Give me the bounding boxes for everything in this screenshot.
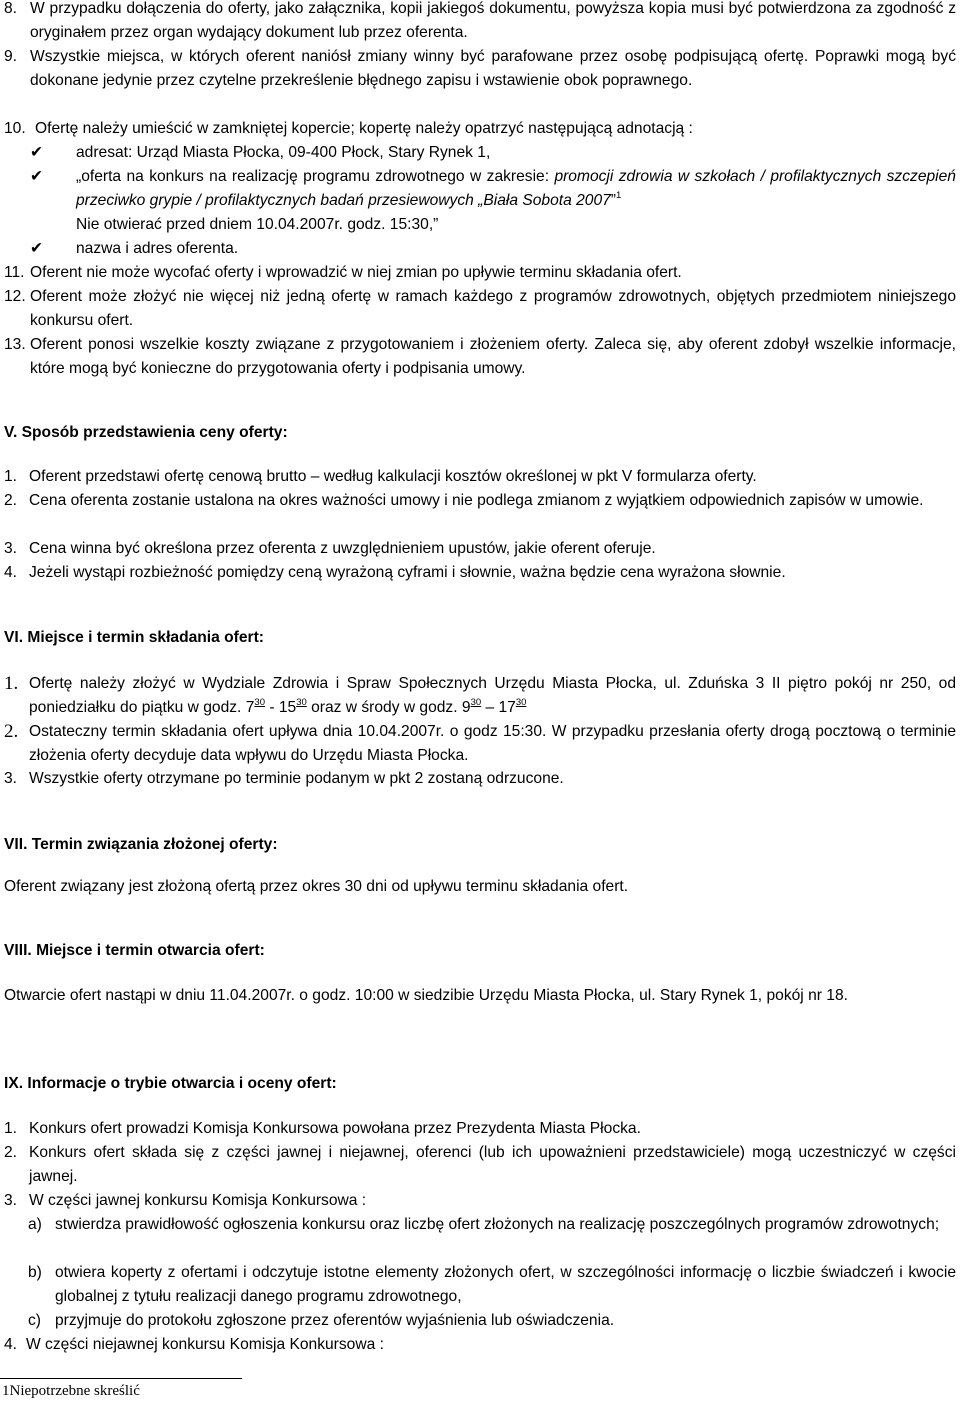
section-text: Otwarcie ofert nastąpi w dniu 11.04.2007r. o godz. 10:00 w siedzibie Urzędu Miasta Płocka, ul. Stary Rynek 1, pokój nr 18. bbox=[4, 987, 848, 1004]
item-number: 3. bbox=[4, 770, 18, 787]
time-minutes: 30 bbox=[296, 697, 307, 708]
item-number: 4. bbox=[4, 564, 18, 581]
list-item bbox=[4, 261, 956, 285]
item-text: Wszystkie oferty otrzymane po terminie podanym w pkt 2 zostaną odrzucone. bbox=[29, 770, 564, 787]
item-number: 2. bbox=[4, 1144, 18, 1161]
list-item bbox=[4, 465, 956, 489]
envelope-offer bbox=[28, 165, 956, 213]
submission-wednesday-end: – 17 bbox=[481, 699, 516, 716]
list-item bbox=[4, 1333, 956, 1357]
section-heading: V. Sposób przedstawienia ceny oferty: bbox=[4, 424, 288, 441]
list-item bbox=[4, 1189, 956, 1213]
envelope-addressee bbox=[28, 141, 956, 165]
list-item bbox=[4, 1141, 956, 1189]
submission-place-text: Ofertę należy złożyć w Wydziale Zdrowia i Spraw Społecznych Urzędu Miasta Płocka, ul. Zduńska 3 II piętro pokój nr 250, od poniedziałku do piątku w godz. 7 bbox=[29, 675, 956, 716]
item-number: 12. bbox=[4, 288, 26, 305]
item-text: Oferent ponosi wszelkie koszty związane z przygotowaniem i złożeniem oferty. Zaleca się, aby oferent zdobył wszelkie informacje, które mogą być konieczne do przygotowania oferty i podpisania umowy. bbox=[30, 336, 956, 377]
item-number: 1. bbox=[4, 468, 18, 485]
list-subitem bbox=[28, 1309, 956, 1333]
list-item bbox=[4, 537, 956, 561]
footnote-divider bbox=[0, 1378, 242, 1379]
item-text: Jeżeli wystąpi rozbieżność pomiędzy ceną wyrażoną cyframi i słownie, ważna będzie cena wyrażona słownie. bbox=[29, 564, 786, 581]
item-number: 4. bbox=[4, 1336, 18, 1353]
subitem-letter: b) bbox=[28, 1264, 42, 1281]
list-item bbox=[4, 561, 956, 585]
list-item bbox=[4, 0, 956, 45]
list-item bbox=[4, 333, 956, 381]
item-number: 11. bbox=[4, 264, 25, 281]
section-heading: VII. Termin związania złożonej oferty: bbox=[4, 836, 278, 853]
section-heading: IX. Informacje o trybie otwarcia i oceny ofert: bbox=[4, 1075, 337, 1092]
offer-prefix: „oferta na konkurs na realizację programu zdrowotnego w zakresie: bbox=[76, 168, 555, 185]
list-item bbox=[4, 672, 956, 720]
name-address-text: nazwa i adres oferenta. bbox=[76, 240, 239, 257]
item-text: Cena winna być określona przez oferenta z uwzględnieniem upustów, jakie oferent oferuje. bbox=[29, 540, 656, 557]
item-text: Oferent przedstawi ofertę cenową brutto – według kalkulacji kosztów określonej w pkt V formularza oferty. bbox=[29, 468, 757, 485]
check-icon: ✔ bbox=[30, 144, 44, 161]
envelope-name-address bbox=[28, 237, 956, 261]
item-text: Oferent może złożyć nie więcej niż jedną ofertę w ramach każdego z programów zdrowotnych, objętych przedmiotem niniejszego konkursu ofert. bbox=[30, 288, 956, 329]
footnote-ref: 1 bbox=[616, 190, 622, 201]
item-number: 9. bbox=[4, 48, 18, 65]
submission-wednesday-text: oraz w środy w godz. 9 bbox=[306, 699, 471, 716]
list-item bbox=[4, 489, 956, 513]
item-text: W części jawnej konkursu Komisja Konkursowa : bbox=[29, 1192, 367, 1209]
item-text: Konkurs ofert prowadzi Komisja Konkursowa powołana przez Prezydenta Miasta Płocka. bbox=[29, 1120, 641, 1137]
item-number: 13. bbox=[4, 336, 26, 353]
offer-text bbox=[76, 165, 956, 213]
list-item bbox=[4, 285, 956, 333]
item-text bbox=[29, 672, 956, 720]
section-heading: VIII. Miejsce i termin otwarcia ofert: bbox=[4, 942, 265, 959]
list-item bbox=[4, 767, 956, 791]
item-text: Ofertę należy umieścić w zamkniętej kopercie; kopertę należy opatrzyć następującą adnotacją : bbox=[35, 120, 693, 137]
item-number: 1. bbox=[4, 673, 19, 694]
item-number: 8. bbox=[4, 0, 18, 17]
item-text: Oferent nie może wycofać oferty i wprowadzić w niej zmian po upływie terminu składania ofert. bbox=[30, 264, 682, 281]
item-text: W przypadku dołączenia do oferty, jako załącznika, kopii jakiegoś dokumentu, powyższa kopia musi być potwierdzona za zgodność z oryginałem przez organ wydający dokument lub przez oferenta. bbox=[30, 0, 956, 41]
subitem-letter: c) bbox=[28, 1312, 41, 1329]
item-number: 3. bbox=[4, 540, 18, 557]
time-minutes: 30 bbox=[515, 697, 527, 708]
item-number: 3. bbox=[4, 1192, 18, 1209]
item-number: 1. bbox=[4, 1120, 18, 1137]
do-not-open-text: Nie otwierać przed dniem 10.04.2007r. godz. 15:30,” bbox=[76, 216, 439, 233]
footnote: 1Niepotrzebne skreślić bbox=[2, 1383, 140, 1399]
list-subitem bbox=[28, 1261, 956, 1309]
list-item bbox=[4, 1117, 956, 1141]
subitem-text: otwiera koperty z ofertami i odczytuje istotne elementy złożonych ofert, w szczególności informację o liczbie świadczeń i kwocie globalnej z tytułu realizacji danego programu zdrowotnego, bbox=[55, 1264, 956, 1305]
check-icon: ✔ bbox=[30, 240, 44, 257]
section-text: Oferent związany jest złożoną ofertą przez okres 30 dni od upływu terminu składania ofert. bbox=[4, 878, 629, 895]
time-minutes: 30 bbox=[254, 697, 265, 708]
item-number: 10. bbox=[4, 120, 26, 137]
subitem-letter: a) bbox=[28, 1216, 42, 1233]
addressee-text: adresat: Urząd Miasta Płocka, 09-400 Płock, Stary Rynek 1, bbox=[76, 144, 491, 161]
item-text: Ostateczny termin składania ofert upływa dnia 10.04.2007r. o godz 15:30. W przypadku przesłania oferty drogą pocztową o terminie złożenia oferty decyduje data wpływu do Urzędu Miasta Płocka. bbox=[29, 723, 956, 764]
list-item bbox=[4, 45, 956, 93]
item-number: 2. bbox=[4, 492, 18, 509]
list-item bbox=[4, 720, 956, 768]
item-text: Konkurs ofert składa się z części jawnej i niejawnej, oferenci (lub ich upoważnieni przedstawiciele) mogą uczestniczyć w części jawnej. bbox=[29, 1144, 956, 1185]
list-item bbox=[4, 117, 956, 141]
check-icon: ✔ bbox=[30, 168, 44, 185]
subitem-text: stwierdza prawidłowość ogłoszenia konkursu oraz liczbę ofert złożonych na realizację poszczególnych programów zdrowotnych; bbox=[55, 1216, 940, 1233]
item-text: Cena oferenta zostanie ustalona na okres ważności umowy i nie podlega zmianom z wyjątkiem odpowiednich zapisów w umowie. bbox=[29, 492, 924, 509]
list-subitem bbox=[28, 1213, 956, 1237]
item-text: Wszystkie miejsca, w których oferent naniósł zmiany winny być parafowane przez osobę podpisującą ofertę. Poprawki mogą być dokonane jedynie przez czytelne przekreślenie błędnego zapisu i wstawienie obok poprawnego. bbox=[30, 48, 956, 89]
offer-programs: promocji zdrowia w szkołach / profilaktycznych szczepień przeciwko grypie / profilaktycznych badań przesiewowych „Biała Sobota 2007 bbox=[76, 168, 956, 209]
submission-time-text: - 15 bbox=[264, 699, 297, 716]
offer-close: ” bbox=[610, 192, 616, 209]
section-heading: VI. Miejsce i termin składania ofert: bbox=[4, 629, 264, 646]
time-minutes: 30 bbox=[470, 697, 482, 708]
subitem-text: przyjmuje do protokołu zgłoszone przez oferentów wyjaśnienia lub oświadczenia. bbox=[55, 1312, 615, 1329]
item-number: 2. bbox=[4, 721, 19, 742]
item-text: W części niejawnej konkursu Komisja Konkursowa : bbox=[26, 1336, 384, 1353]
